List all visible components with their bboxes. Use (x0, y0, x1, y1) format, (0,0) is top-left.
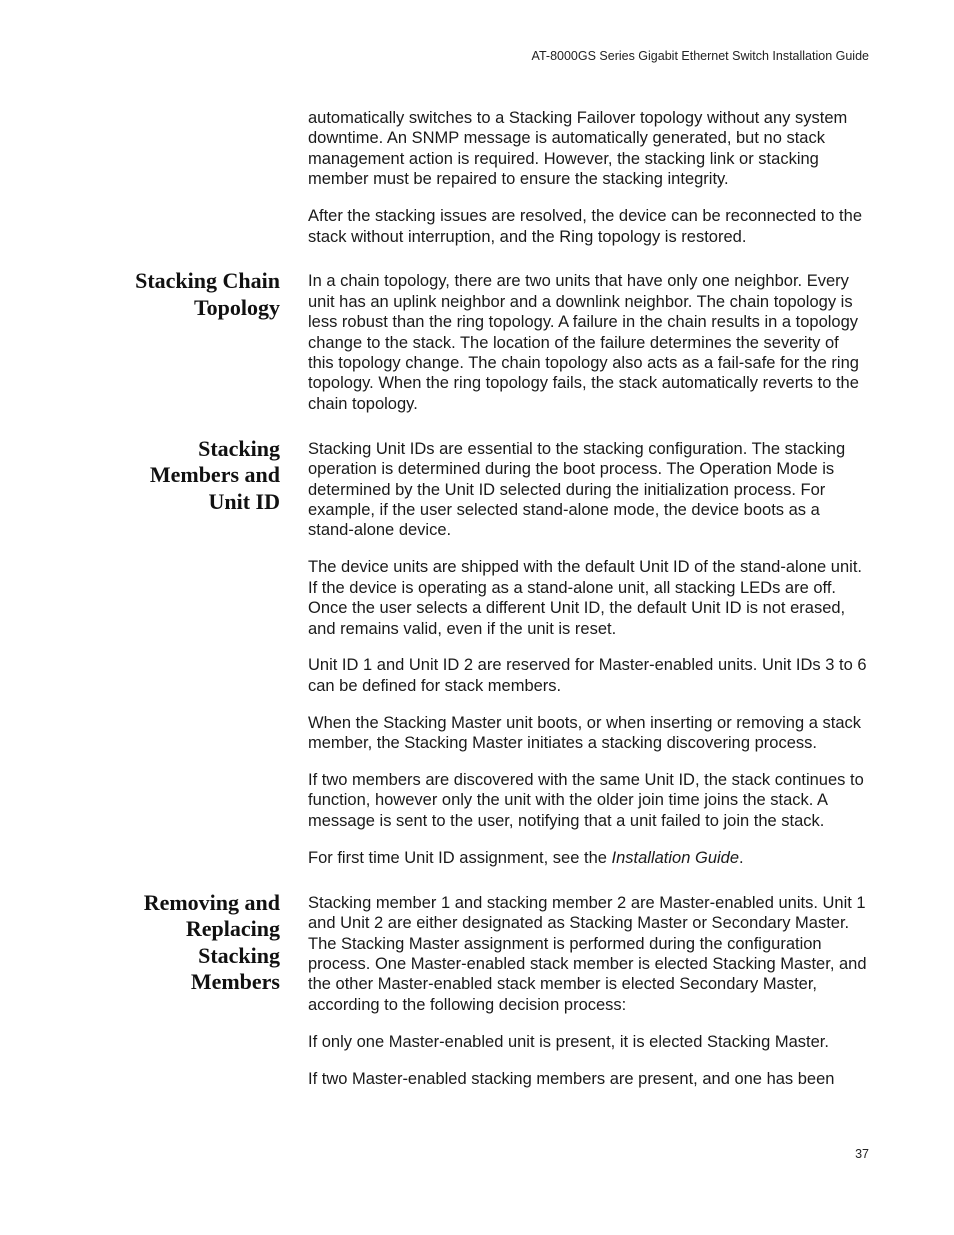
members-paragraph-3: Unit ID 1 and Unit ID 2 are reserved for Master-enabled units. Unit IDs 3 to 6 can be defined for stack members. (308, 656, 867, 695)
members-paragraph-5: If two members are discovered with the same Unit ID, the stack continues to function, however only the unit with the older join time joins the stack. A message is sent to the user, notifying that a unit failed to join the stack. (308, 771, 864, 830)
chain-paragraph-1: In a chain topology, there are two units that have only one neighbor. Every unit has an uplink neighbor and a downlink neighbor. The chain topology is less robust than the ring topology. A failure in the chain results in a topology change to the stack. The location of the failure determines the severity of this topology change. The chain topology also acts as a fail-safe for the ring topology. When the ring topology fails, the stack automatically reverts to the chain topology. (308, 272, 859, 413)
section-members-unit-id (0, 435, 954, 885)
heading-line: Removing and (143, 889, 280, 915)
page-content (0, 108, 954, 1105)
heading-line: Topology (193, 294, 280, 320)
running-header: AT-8000GS Series Gigabit Ethernet Switch Installation Guide (531, 49, 869, 63)
section-removing-replacing (0, 889, 954, 1106)
heading-line: Stacking (198, 942, 280, 968)
members-paragraph-6 (308, 848, 868, 868)
section-body-members (308, 439, 868, 885)
removing-paragraph-2: If only one Master-enabled unit is present, it is elected Stacking Master. (308, 1032, 829, 1051)
heading-line: Stacking (198, 435, 280, 461)
heading-line: Members and (149, 462, 280, 488)
section-body-chain (308, 271, 868, 430)
removing-paragraph-3: If two Master-enabled stacking members are present, and one has been (308, 1069, 835, 1088)
heading-line: Replacing (185, 916, 280, 942)
page-number: 37 (855, 1147, 869, 1161)
heading-line: Stacking Chain (135, 268, 280, 294)
members-paragraph-1: Stacking Unit IDs are essential to the stacking configuration. The stacking operation is determined during the boot process. The Operation Mode is determined by the Unit ID selected during the initialization process. For example, if the user selected stand-alone mode, the device boots as a stand-alone device. (308, 439, 846, 540)
heading-line: Members (190, 969, 280, 995)
heading-line: Unit ID (208, 488, 280, 514)
intro-body (308, 108, 868, 263)
section-heading-chain (0, 268, 280, 321)
removing-paragraph-1: Stacking member 1 and stacking member 2 are Master-enabled units. Unit 1 and Unit 2 are either designated as Stacking Master or Secondary Master. The Stacking Master assignment is performed during the configuration process. One Master-enabled stack member is elected Stacking Master, and the other Master-enabled stack member is elected Secondary Master, according to the following decision process: (308, 893, 867, 1014)
intro-paragraph-2: After the stacking issues are resolved, the device can be reconnected to the stack without interruption, and the Ring topology is restored. (308, 207, 862, 246)
section-chain-topology (0, 268, 954, 430)
text-run: . (739, 848, 744, 867)
guide-title-emphasis: Installation Guide (611, 848, 740, 867)
members-paragraph-2: The device units are shipped with the default Unit ID of the stand-alone unit. If the device is operating as a stand-alone unit, all stacking LEDs are off. Once the user selects a different Unit ID, the default Unit ID is not erased, and remains valid, even if the unit is reset. (308, 558, 862, 638)
section-heading-removing (0, 890, 280, 996)
intro-section (0, 108, 954, 263)
text-run: For first time Unit ID assignment, see the (308, 848, 612, 867)
section-heading-members (0, 436, 280, 516)
section-body-removing (308, 893, 868, 1106)
intro-paragraph-1: automatically switches to a Stacking Failover topology without any system downtime. An SNMP message is automatically generated, but no stack management action is required. However, the stacking link or stacking member must be repaired to ensure the stacking integrity. (308, 109, 848, 189)
members-paragraph-4: When the Stacking Master unit boots, or when inserting or removing a stack member, the Stacking Master initiates a stacking discovering process. (308, 713, 862, 753)
